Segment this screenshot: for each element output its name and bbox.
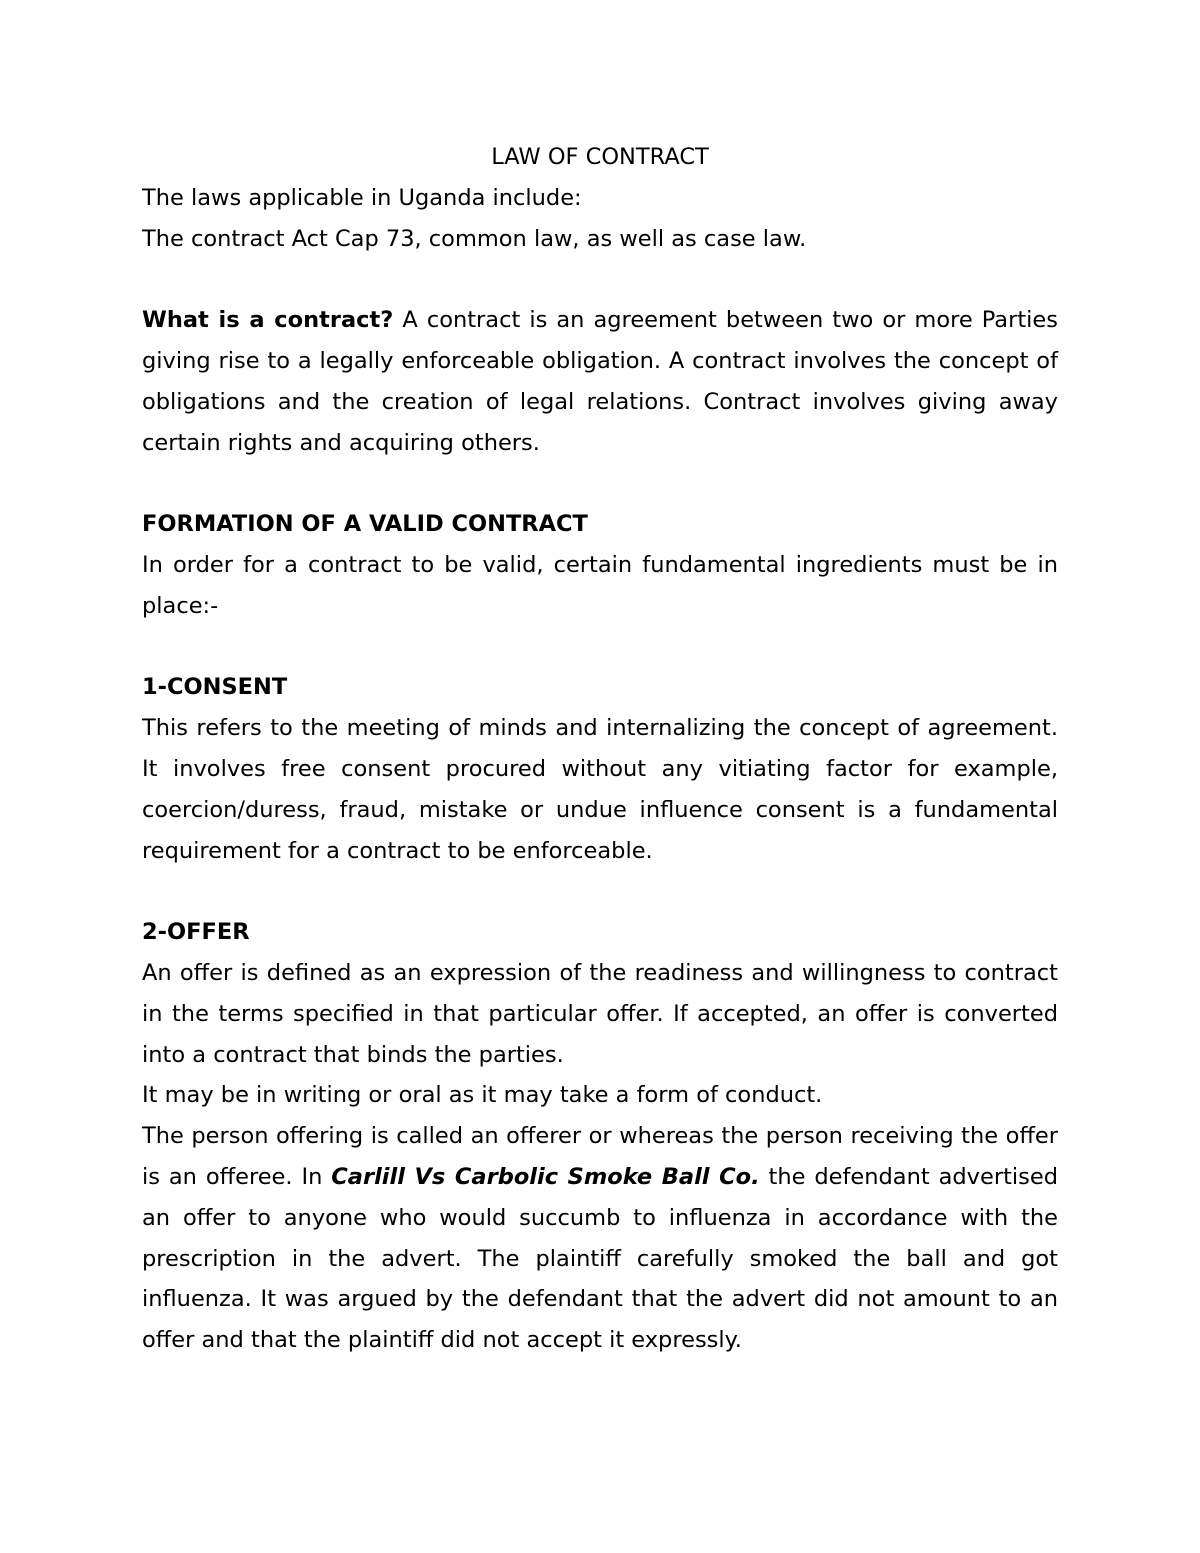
what-is-contract-paragraph [142,300,1058,463]
spacer [142,259,1058,300]
formation-heading: FORMATION OF A VALID CONTRACT [142,511,588,538]
formation-paragraph: In order for a contract to be valid, certain fundamental ingredients must be in place:- [142,551,1058,619]
spacer [142,463,1058,504]
offer-paragraph-3-pre: The person offering is called an offerer or whereas the person receiving the offer is an offeree. In [142,1123,1058,1190]
spacer [142,627,1058,668]
offer-paragraph-3 [142,1116,1058,1361]
intro-line-1: The laws applicable in Uganda include: [142,184,582,211]
intro-line-2: The contract Act Cap 73, common law, as well as case law. [142,225,807,252]
offer-paragraph-1: An offer is defined as an expression of the readiness and willingness to contract in the terms specified in that particular offer. If accepted, an offer is converted into a contract that binds the parties. [142,959,1058,1068]
document-title: LAW OF CONTRACT [491,144,709,170]
offer-paragraph-2: It may be in writing or oral as it may take a form of conduct. [142,1082,823,1109]
what-is-contract-text: A contract is an agreement between two or more Parties giving rise to a legally enforceable obligation. A contract involves the concept of obligations and the creation of legal relations. Contract involves giving away certain rights and acquiring others. [142,307,1058,456]
offer-heading: 2-OFFER [142,919,250,946]
what-is-contract-label: What is a contract? [142,307,394,334]
offer-paragraph-3-post: the defendant advertised an offer to anyone who would succumb to influenza in accordance with the prescription in the advert. The plaintiff carefully smoked the ball and got influenza. It was argued by the defendant that the advert did not amount to an offer and that the plaintiff did not accept it expressly. [142,1163,1058,1354]
spacer [142,871,1058,912]
document-page [142,137,1058,1361]
consent-heading: 1-CONSENT [142,674,288,701]
consent-paragraph: This refers to the meeting of minds and internalizing the concept of agreement. It involves free consent procured without any vitiating factor for example, coercion/duress, fraud, mistake or undue influence consent is a fundamental requirement for a contract to be enforceable. [142,715,1058,864]
case-citation: Carlill Vs Carbolic Smoke Ball Co. [331,1163,760,1190]
